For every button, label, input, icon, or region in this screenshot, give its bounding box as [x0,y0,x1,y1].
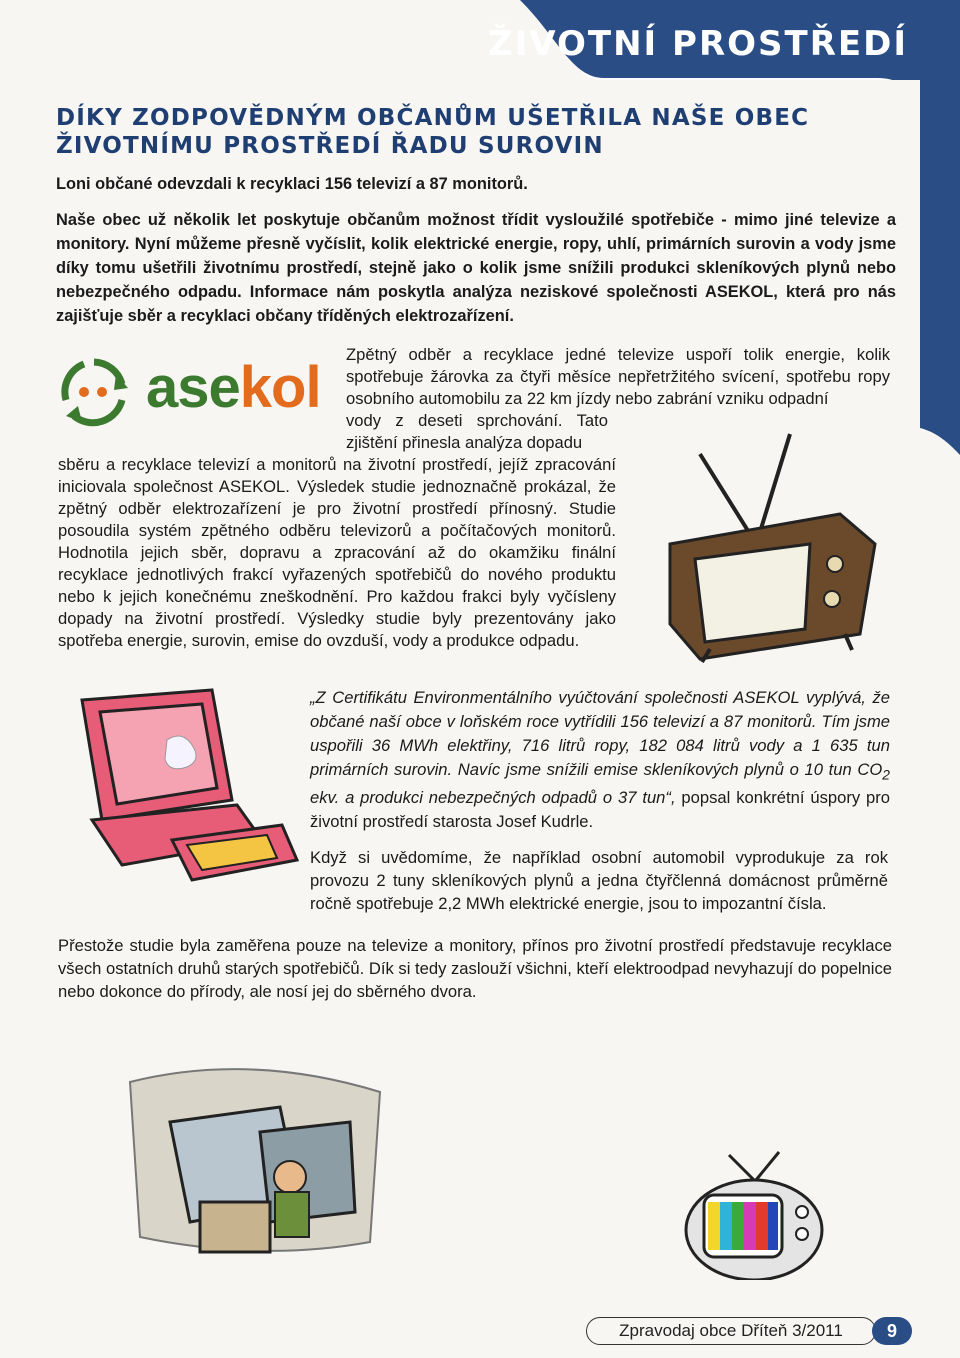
article-headline [56,104,856,160]
asekol-logo [54,350,344,430]
paragraph-analysis-intro: vody z deseti sprchování. Tato zjištění přinesla analýza dopadu [346,411,608,452]
color-tv-illustration [684,1150,834,1280]
headline-line-1: DÍKY ZODPOVĚDNÝM OBČANŮM UŠETŘILA NAŠE OBEC [56,105,810,131]
headline-line-2: ŽIVOTNÍMU PROSTŘEDÍ ŘADU SUROVIN [56,133,604,159]
logo-wordmark [146,356,321,420]
logo-text-part-2: kol [239,355,321,420]
article-lead [56,172,896,328]
quote-attribution: popsal konkrétní úspory pro životní prostředí starosta Josef Kudrle. [310,788,891,832]
publication-name: Zpravodaj obce Dříteň 3/2011 [586,1317,876,1345]
lead-paragraph: Naše obec už několik let poskytuje občanům možnost třídit vysloužilé spotřebiče - mimo jiné televize a monitory. Nyní můžeme přesně vyčíslit, kolik elektrické energie, ropy, uhlí, primárních surovin a vody jsme díky tomu ušetřili životnímu prostředí, stejně jako o kolik jsme snížili produkci skleníkových plynů nebo nebezpečného odpadu. Informace nám poskytla analýza neziskové společnosti ASEKOL, která pro nás zajišťuje sběr a recyklaci občany tříděných elektrozařízení. [56,211,896,325]
quote-subscript: 2 [882,766,890,783]
section-title: ŽIVOTNÍ PROSTŘEDÍ [487,24,908,64]
recycling-yard-illustration [110,1052,390,1272]
paragraph-closing: Přestože studie byla zaměřena pouze na televize a monitory, přínos pro životní prostředí představuje recyklace všech ostatních druhů starých spotřebičů. Dík si tedy zaslouží všichni, kteří elektroodpad nevyhazují do popelnice nebo dokonce do přírody, ale nosí jej do sběrného dvora. [58,936,892,1001]
quote-text-end: ekv. a produkci nebezpečných odpadů o 37 tun“, [310,788,676,808]
paragraph-study: sběru a recyklace televizí a monitorů na životní prostředí, jejíž zpracování iniciovala společnost ASEKOL. Výsledek studie jednoznačně prokázal, že zpětný odběr elektrozařízení je pro životní prostředí přínosný. Studie posoudila systém zpětného odběru televizorů a počítačových monitorů. Hodnotila jejich sběr, dopravu a zpracování až do okamžiku finální recyklace jednotlivých frakcí vyřazených spotřebičů do nového produktu nebo k jejich konečnému zneškodnění. Pro každou frakci byly vyčísleny dopady na životní prostředí. Výsledky studie byly prezentovány jako spotřeba energie, surovin, emise do ovzduší, vody a produkce odpadu. [58,455,616,650]
paragraph-comparison: Když si uvědomíme, že například osobní automobil vyprodukuje za rok provozu 2 tuny skleníkových plynů a jedna čtyřčlenná domácnost průměrně ročně spotřebuje 2,2 MWh elektrické energie, jsou to impozantní čísla. [310,848,888,913]
page-number: 9 [872,1317,912,1345]
computer-illustration [62,680,302,900]
recycle-icon [54,352,134,432]
mayor-quote [310,686,890,834]
lead-sentence: Loni občané odevzdali k recyklaci 156 televizí a 87 monitorů. [56,175,528,193]
paragraph-recycling-savings: Zpětný odběr a recyklace jedné televize uspoří tolik energie, kolik spotřebuje žárovka za čtyři měsíce nepřetržitého svícení, spotřebu ropy osobního automobilu za 22 km jízdy nebo zabrání vzniku odpadní [346,345,890,408]
retro-tv-illustration [640,424,890,664]
quote-text: „Z Certifikátu Environmentálního vyúčtování společnosti ASEKOL vyplývá, že občané naší obce v loňském roce vytřídili 156 televizí a 87 monitorů. Tím jsme uspořili 36 MWh elektřiny, 716 litrů ropy, 182 084 litrů vody a 1 635 tun primárních surovin. Navíc jsme snížili emise skleníkových plynů o 10 tun CO [310,688,890,779]
logo-text-part-1: ase [146,355,240,420]
